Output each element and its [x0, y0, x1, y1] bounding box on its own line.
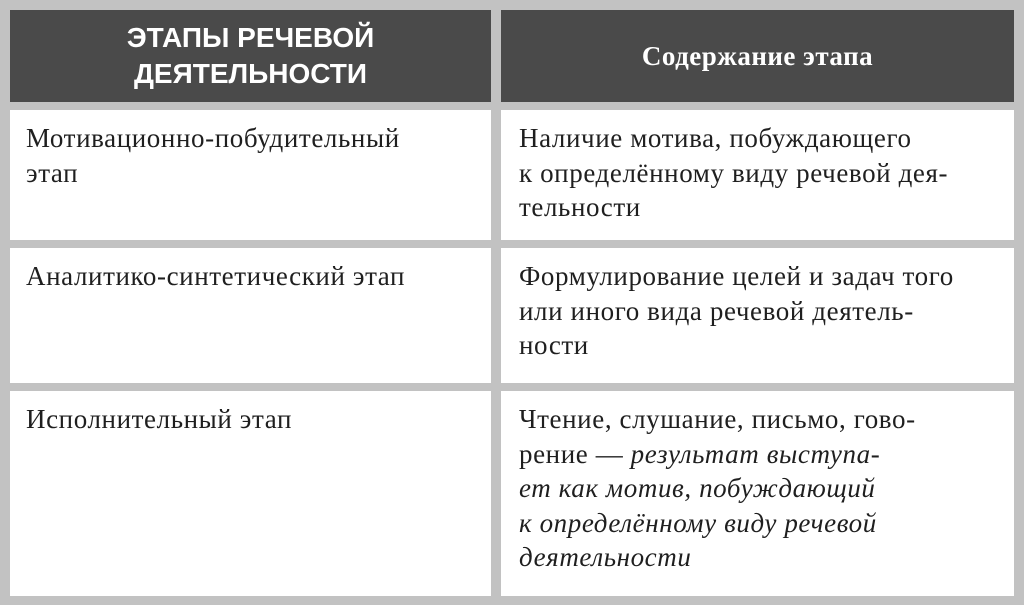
header-stages [10, 10, 491, 102]
header-content-text: Содержание этапа [641, 40, 874, 71]
row-2-content: Формулирование целей и задач того или иного вида речевой деятель- ности [501, 248, 1014, 383]
header-content [501, 10, 1014, 102]
row-3-stage: Исполнительный этап [10, 391, 491, 596]
row-1-stage: Мотивационно-побудительный этап [10, 110, 491, 240]
row-3-content-italic: результат выступа- ет как мотив, побуждающий к определённому виду речевой деятельности [519, 438, 881, 572]
row-3-content-plain: Чтение, слушание, письмо, гово- рение — [519, 404, 916, 469]
row-2-stage: Аналитико-синтетический этап [10, 248, 491, 383]
row-1-content: Наличие мотива, побуждающего к определённому виду речевой дея- тельности [501, 110, 1014, 240]
row-3-content [501, 391, 1014, 596]
header-stages-text: ЭТАПЫ РЕЧЕВОЙ ДЕЯТЕЛЬНОСТИ [126, 22, 375, 89]
